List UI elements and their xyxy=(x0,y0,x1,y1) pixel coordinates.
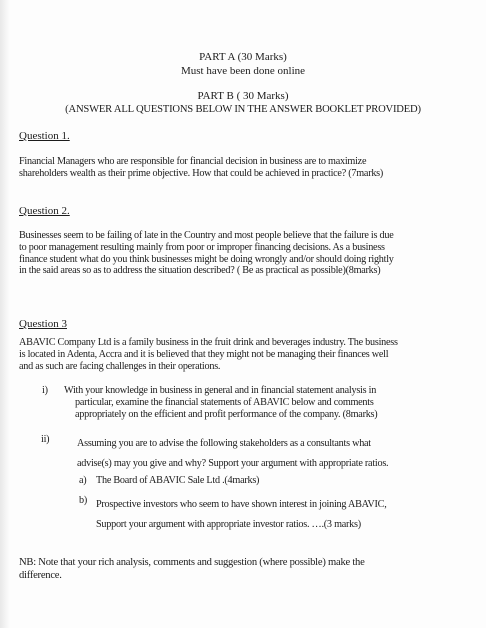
question-2-line: in the said areas so as to address the situation described? ( Be as practical as possible)(8marks) xyxy=(19,265,381,277)
sub-a-text: The Board of ABAVIC Sale Ltd .(4marks) xyxy=(96,475,260,486)
part-a-note: Must have been done online xyxy=(180,65,306,77)
part-i-line: particular, examine the financial statements of ABAVIC below and comments xyxy=(75,396,374,408)
nb-line: NB: Note that your rich analysis, comments and suggestion (where possible) make the xyxy=(19,557,365,568)
nb-note xyxy=(19,557,471,582)
sub-a-marker: a) xyxy=(79,475,87,486)
sub-b-marker: b) xyxy=(79,495,87,506)
question-1-line: shareholders wealth as their prime objective. How that could be achieved in practice? (7marks) xyxy=(19,167,384,179)
part-a-heading: PART A (30 Marks) xyxy=(199,51,287,63)
question-1-heading: Question 1. xyxy=(19,130,70,142)
question-3-intro-line: is located in Adenta, Accra and it is believed that they might not be managing their finances well xyxy=(19,348,389,360)
question-2-line: to poor management resulting mainly from poor or improper financing decisions. As a business xyxy=(19,241,385,253)
answer-instruction: (ANSWER ALL QUESTIONS BELOW IN THE ANSWER BOOKLET PROVIDED) xyxy=(65,104,421,115)
question-3-intro-line: ABAVIC Company Ltd is a family business in the fruit drink and beverages industry. The business xyxy=(19,337,398,348)
question-2-text xyxy=(19,230,471,277)
sub-b-line: Prospective investors who seem to have shown interest in joining ABAVIC, xyxy=(96,499,387,510)
question-3-intro-line: and as such are facing challenges in their operations. xyxy=(19,360,221,372)
question-2-line: Businesses seem to be failing of late in the Country and most people believe that the failure is due xyxy=(19,230,394,241)
part-ii-line: advise(s) may you give and why? Support your argument with appropriate ratios. xyxy=(77,458,389,469)
part-ii-marker: ii) xyxy=(41,434,50,445)
question-2-line: finance student what do you think businesses might be doing wrongly and/or should doing rightly xyxy=(19,253,394,265)
part-i-line: With your knowledge in business in general and in financial statement analysis in xyxy=(64,385,377,396)
nb-line: difference. xyxy=(19,569,62,581)
part-ii-text xyxy=(77,434,469,474)
part-i-line: appropriately on the efficient and profit performance of the company. (8marks) xyxy=(75,408,378,420)
part-i-text xyxy=(64,385,466,420)
part-i-marker: i) xyxy=(42,385,48,396)
question-2-heading: Question 2. xyxy=(19,205,70,217)
part-b-heading: PART B ( 30 Marks) xyxy=(197,90,289,102)
question-1-text xyxy=(19,156,471,180)
question-3-intro xyxy=(19,337,471,372)
question-1-line: Financial Managers who are responsible for financial decision in business are to maximize xyxy=(19,156,367,167)
question-3-heading: Question 3 xyxy=(19,318,67,330)
part-ii-line: Assuming you are to advise the following stakeholders as a consultants what xyxy=(77,438,371,449)
sub-b-line: Support your argument with appropriate investor ratios. ….(3 marks) xyxy=(96,519,361,530)
sub-b-text xyxy=(96,495,476,535)
